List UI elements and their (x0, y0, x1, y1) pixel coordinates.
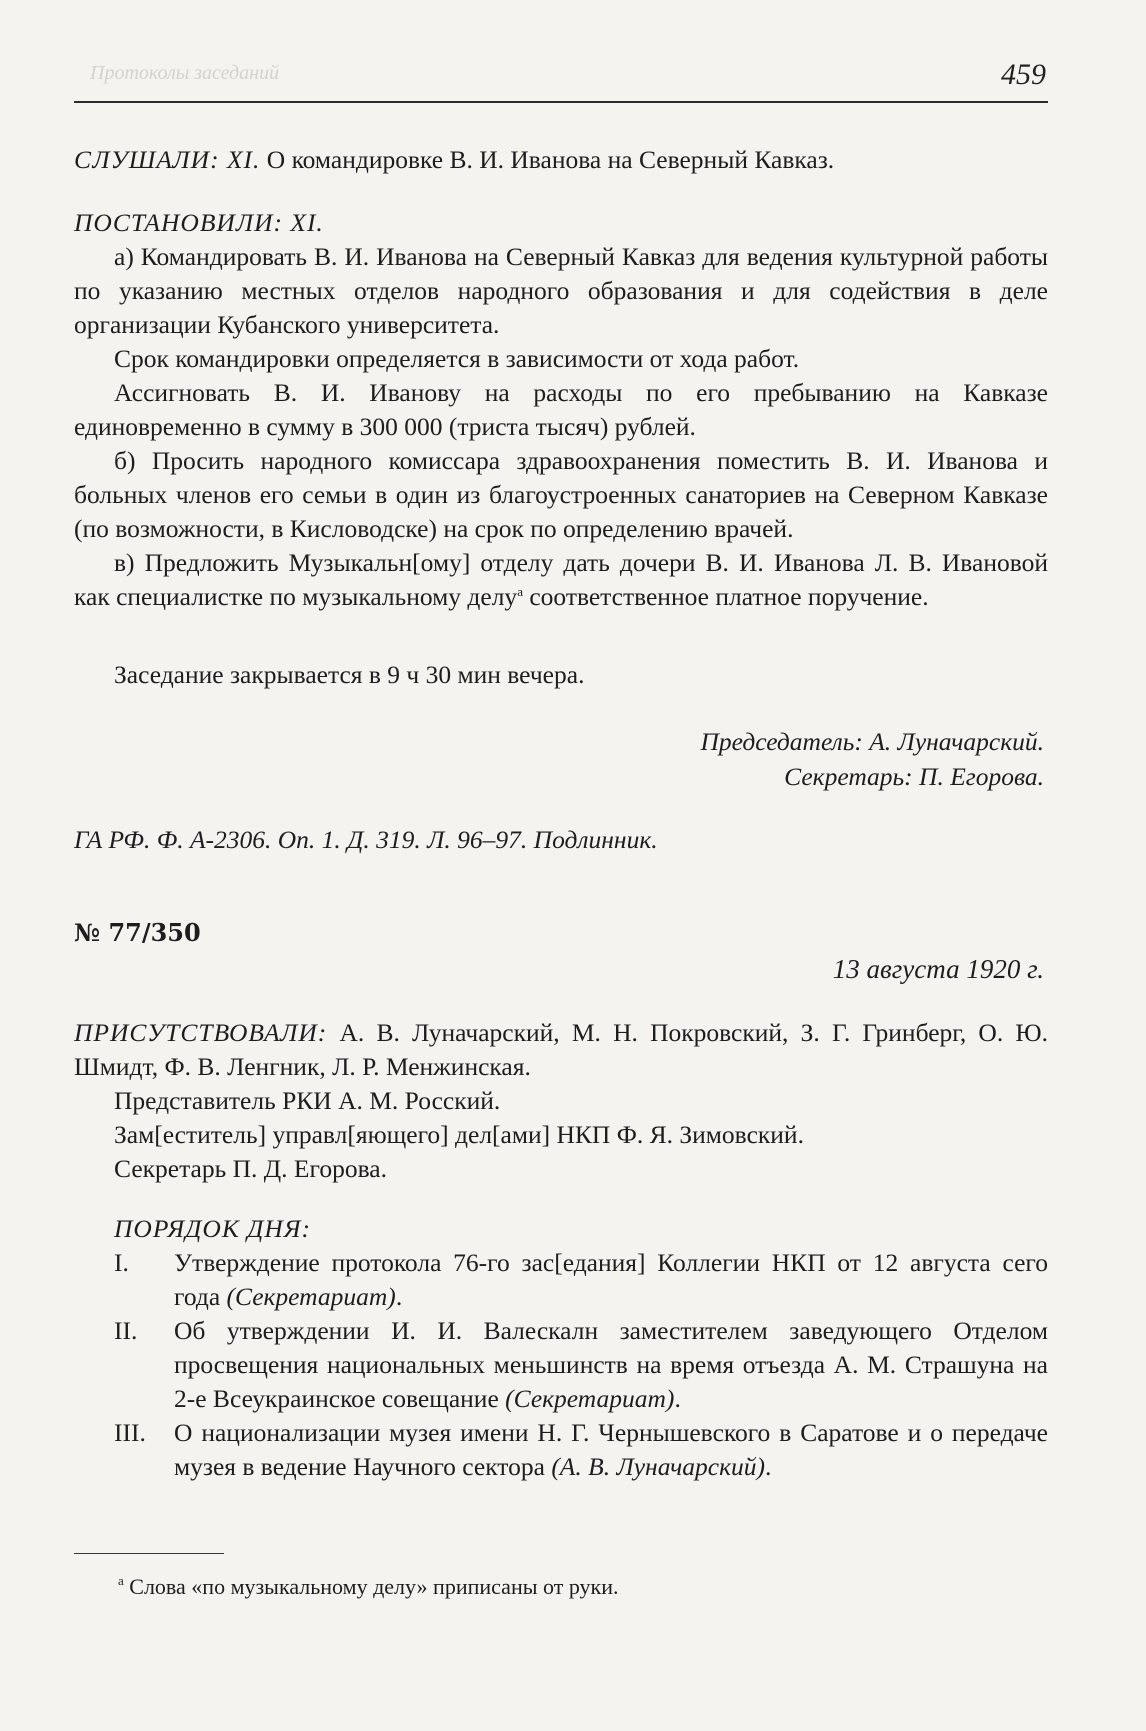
chair-signature: Председатель: А. Луначарский. (700, 727, 1044, 756)
agenda-item-number: I. (114, 1248, 129, 1277)
closing-line: Заседание закрывается в 9 ч 30 мин вечера. (114, 660, 585, 689)
footnote-rule (74, 1553, 224, 1554)
para-funds: Ассигновать В. И. Иванову на расходы по его пребыванию на Кавказе единовременно в сумму в 300 000 (триста тысяч) рублей. (74, 378, 1048, 441)
secretary-line: Секретарь П. Д. Егорова. (114, 1154, 387, 1183)
page-number: 459 (1001, 58, 1046, 91)
agenda-item-number: III. (114, 1418, 146, 1447)
footnote-text: Слова «по музыкальному делу» приписаны от руки. (123, 1574, 619, 1599)
present-text: А. В. Луначарский, М. Н. Покровский, З. Г. Гринберг, О. Ю. Шмидт, Ф. В. Ленгник, Л. Р. Менжинская. (74, 1018, 1048, 1081)
present-list (74, 1016, 1048, 1084)
footnote (118, 1573, 619, 1601)
agenda-item (74, 1314, 1048, 1416)
secretary-signature: Секретарь: П. Егорова. (784, 762, 1044, 791)
document-date: 13 августа 1920 г. (832, 954, 1044, 984)
agenda-item-text: Утверждение протокола 76-го зас[едания] Коллегии НКП от 12 августа сего года (Секретариат). (174, 1248, 1048, 1311)
para-term: Срок командировки определяется в зависимости от хода работ. (114, 344, 800, 373)
present-label: ПРИСУТСТВОВАЛИ: (74, 1018, 328, 1047)
document-number: № 77/350 (74, 918, 201, 947)
deputy-manager: Зам[еститель] управл[яющего] дел[ами] НКП Ф. Я. Зимовский. (114, 1120, 804, 1149)
para-c (74, 546, 1048, 614)
agenda-item (74, 1416, 1048, 1484)
resolved-label: ПОСТАНОВИЛИ: XI. (74, 208, 324, 237)
agenda-item-number: II. (114, 1316, 138, 1345)
heard-line (74, 143, 1048, 177)
agenda-label: ПОРЯДОК ДНЯ: (114, 1214, 312, 1243)
heard-label: СЛУШАЛИ: XI. (74, 145, 261, 174)
running-head: Протоколы заседаний (90, 62, 280, 84)
heard-text: О командировке В. И. Иванова на Северный Кавказ. (266, 145, 835, 174)
agenda-item-text: Об утверждении И. И. Валескалн заместителем заведующего Отделом просвещения национальных меньшинств на время отъезда А. М. Страшуна на 2-е Всеукраинское совещание (Секретариат). (174, 1316, 1048, 1413)
para-b: б) Просить народного комиссара здравоохранения поместить В. И. Иванова и больных членов его семьи в один из благоустроенных санаториев на Северном Кавказе (по возможности, в Кисловодске) на срок по определению врачей. (74, 446, 1048, 543)
para-c-start: в) Предложить Музыкальн[ому] отделу дать дочери В. И. Иванова Л. В. Ивановой как специалистке по музыкальному делу (74, 548, 1048, 611)
header-rule (74, 101, 1048, 103)
resolution-body (74, 240, 1048, 614)
para-a: а) Командировать В. И. Иванова на Северный Кавказ для ведения культурной работы по указанию местных отделов народного образования и для содействия в деле организации Кубанского университета. (74, 242, 1048, 339)
para-c-end: соответственное платное поручение. (522, 582, 929, 611)
agenda-item (74, 1246, 1048, 1314)
rki-representative: Представитель РКИ А. М. Росский. (114, 1086, 501, 1115)
archive-reference: ГА РФ. Ф. А-2306. Оп. 1. Д. 319. Л. 96–97. Подлинник. (74, 825, 658, 854)
agenda-item-text: О национализации музея имени Н. Г. Чернышевского в Саратове и о передаче музея в ведение Научного сектора (А. В. Луначарский). (174, 1418, 1048, 1481)
agenda-list (74, 1246, 1048, 1484)
footnote-ref: а (517, 584, 523, 599)
footnote-mark: а (118, 1573, 124, 1588)
